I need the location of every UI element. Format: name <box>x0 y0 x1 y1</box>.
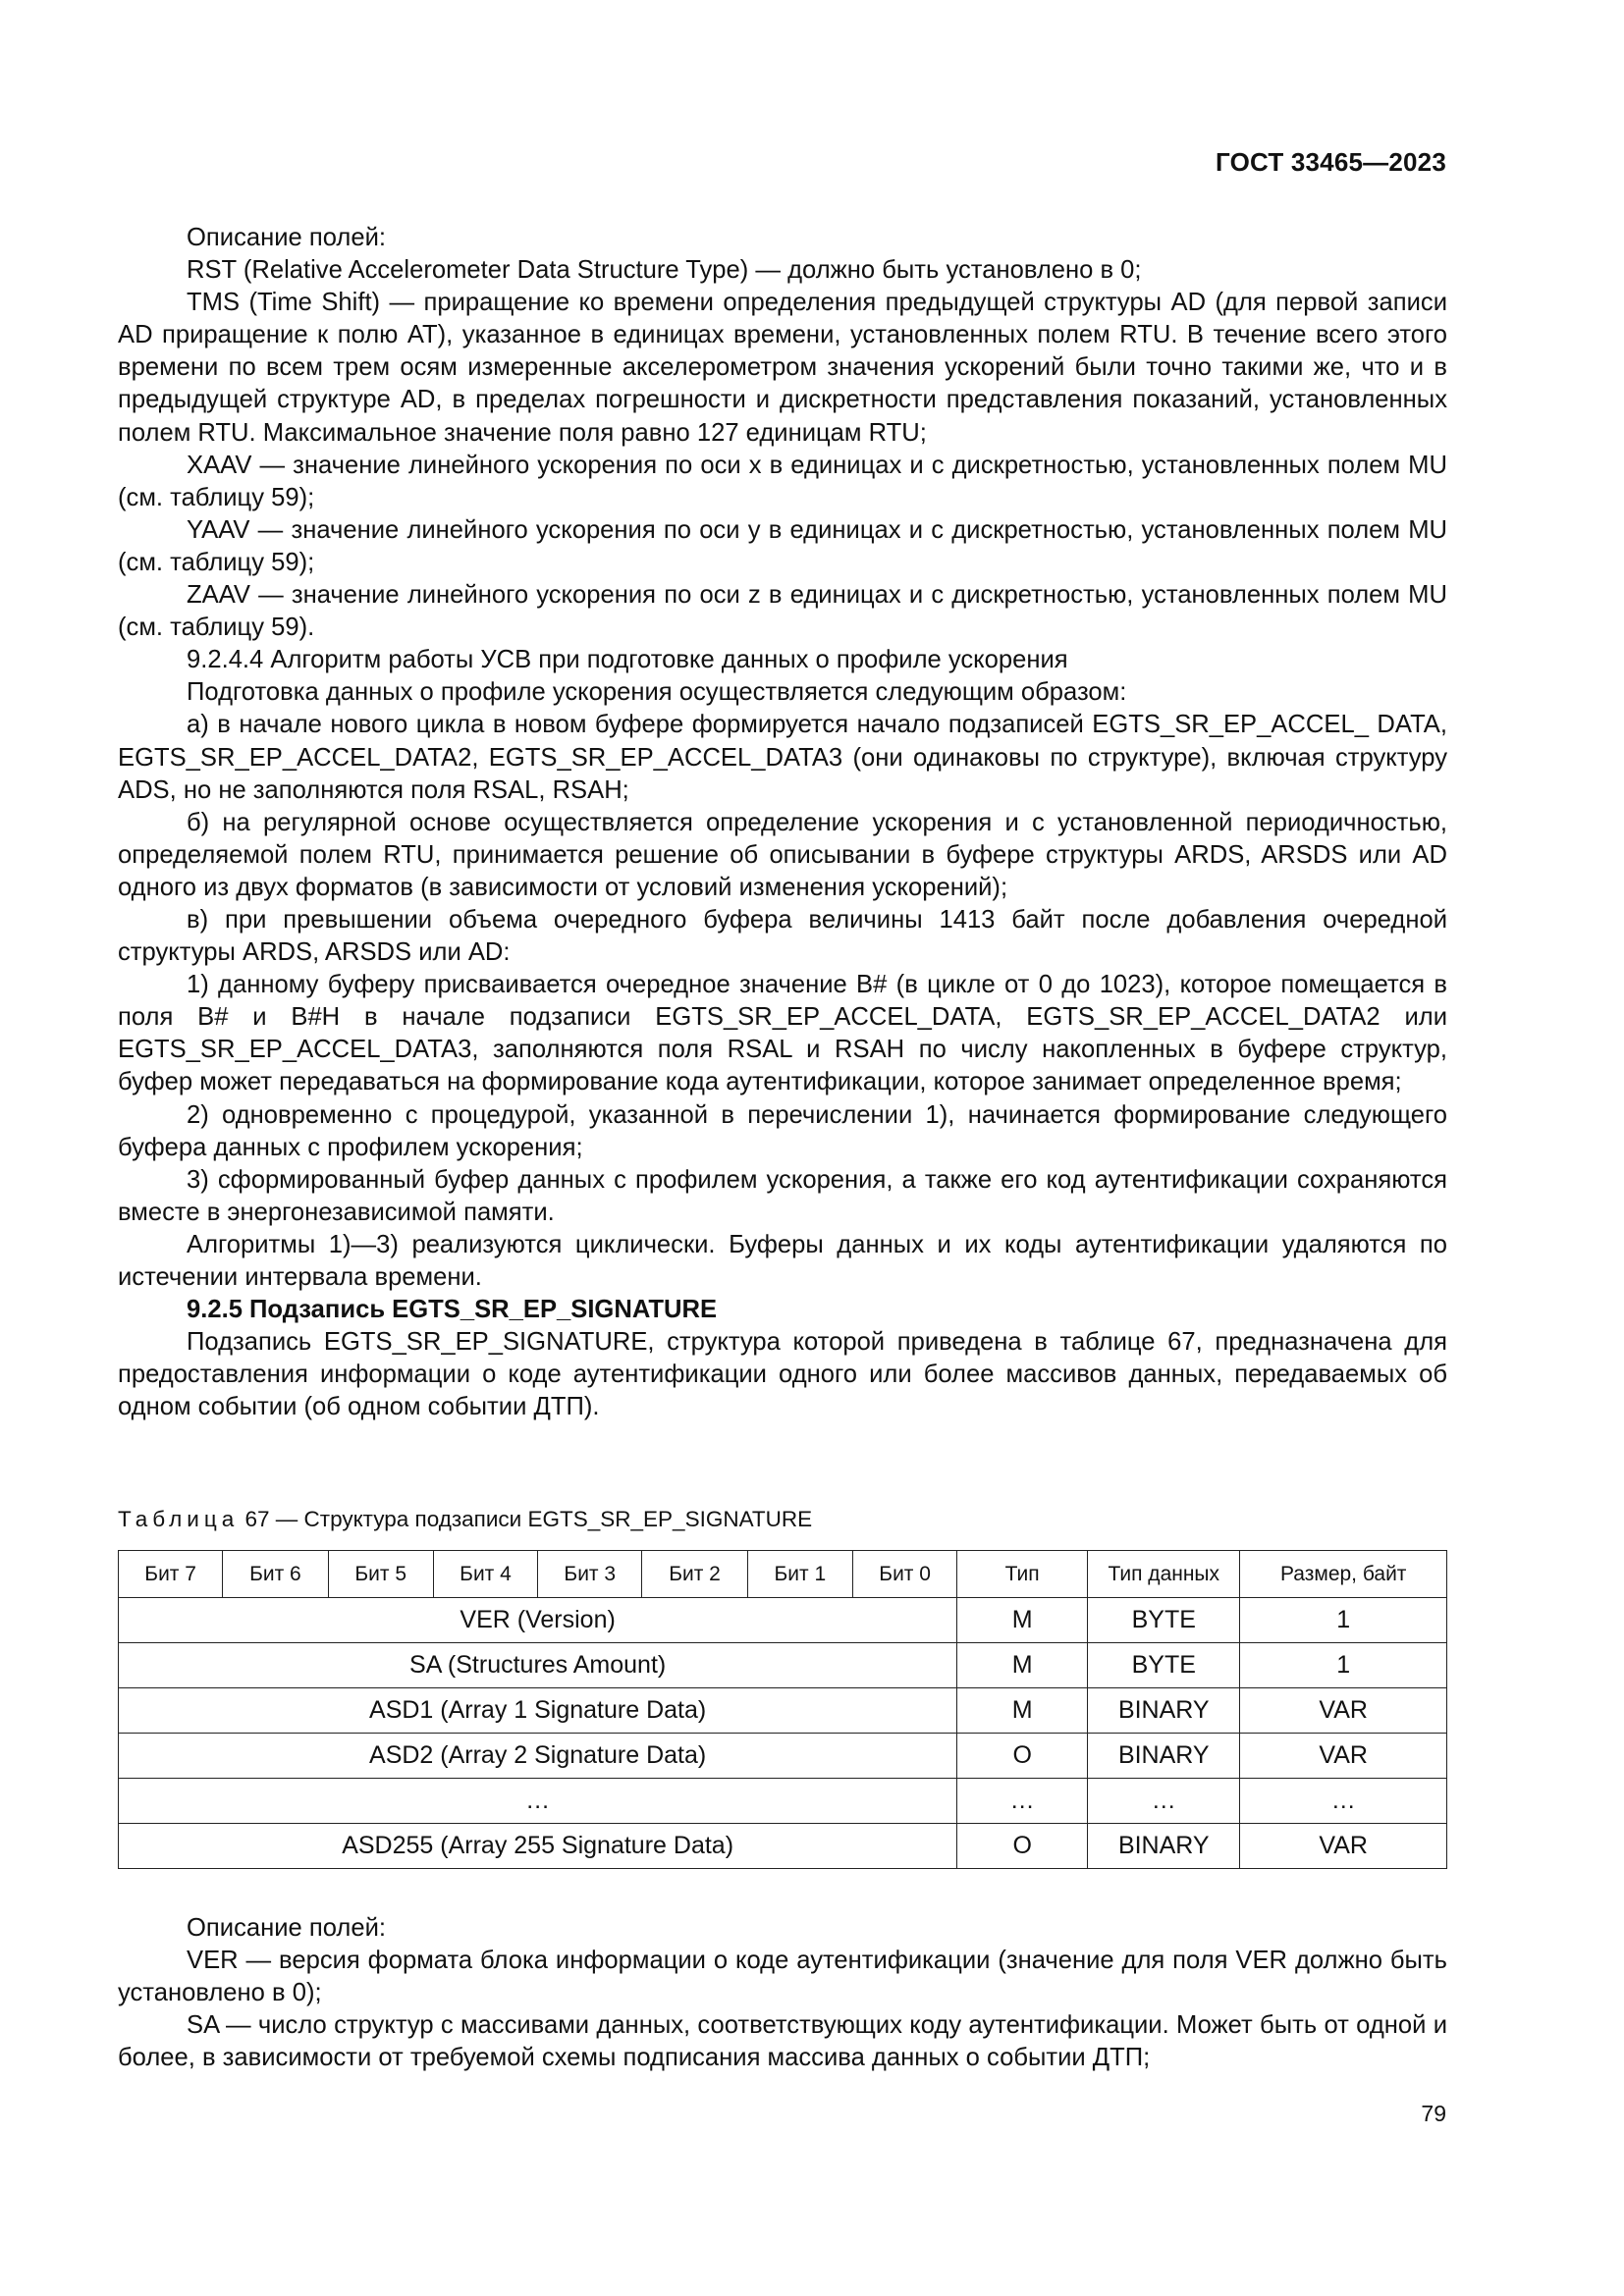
field-zaav: ZAAV — значение линейного ускорения по оси z в единицах и с дискретностью, установленных полем MU (см. таблицу 59). <box>118 581 1447 642</box>
cell-data-type: BINARY <box>1088 1688 1240 1734</box>
table-row <box>119 1598 1447 1643</box>
list-item-b: б) на регулярной основе осуществляется определение ускорения и с установленной периодичностью, определяемой полем RTU, принимается решение об описывании в буфере структуры ARDS, ARSDS или AD одного из двух форматов (в зависимости от условий изменения ускорений); <box>118 808 1447 901</box>
cell-field: … <box>119 1779 957 1824</box>
field-sa: SA — число структур с массивами данных, соответствующих коду аутентификации. Может быть от одной и более, в зависимости от требуемой схемы подписания массива данных о событии ДТП; <box>118 2011 1447 2072</box>
cell-type: M <box>957 1688 1088 1734</box>
cell-data-type: BINARY <box>1088 1824 1240 1869</box>
cell-field: VER (Version) <box>119 1598 957 1643</box>
field-tms: TMS (Time Shift) — приращение ко времени определения предыдущей структуры AD (для первой записи AD приращение к полю AT), указанное в единицах времени, установленных полем RTU. В течение всего этого времени по всем трем осям измеренные акселерометром значения ускорений были точно такими же, что и в предыдущей структуре AD, в пределах погрешности и дискретности представления показаний, установленных полем RTU. Максимальное значение поля равно 127 единицам RTU; <box>118 289 1447 447</box>
fields-intro-2: Описание полей: <box>187 1914 386 1942</box>
header-bit2: Бит 2 <box>642 1551 747 1598</box>
header-bit3: Бит 3 <box>538 1551 642 1598</box>
cell-size: VAR <box>1240 1824 1447 1869</box>
cell-field: ASD1 (Array 1 Signature Data) <box>119 1688 957 1734</box>
cyclic-note: Алгоритмы 1)—3) реализуются циклически. Буферы данных и их коды аутентификации удаляются по истечении интервала времени. <box>118 1230 1447 1291</box>
algorithm-title: 9.2.4.4 Алгоритм работы УСВ при подготовке данных о профиле ускорения <box>187 646 1068 674</box>
cell-data-type: BYTE <box>1088 1598 1240 1643</box>
field-xaav: XAAV — значение линейного ускорения по оси x в единицах и с дискретностью, установленных полем MU (см. таблицу 59); <box>118 451 1447 511</box>
cell-data-type: BINARY <box>1088 1734 1240 1779</box>
header-bit6: Бит 6 <box>223 1551 328 1598</box>
cell-type: … <box>957 1779 1088 1824</box>
table-header-row <box>119 1551 1447 1598</box>
field-rst: RST (Relative Accelerometer Data Structure Type) — должно быть установлено в 0; <box>187 256 1142 285</box>
header-bit0: Бит 0 <box>852 1551 956 1598</box>
cell-field: SA (Structures Amount) <box>119 1643 957 1688</box>
algorithm-intro: Подготовка данных о профиле ускорения осуществляется следующим образом: <box>187 678 1127 707</box>
cell-size: 1 <box>1240 1598 1447 1643</box>
cell-type: O <box>957 1824 1088 1869</box>
sub-item-2: 2) одновременно с процедурой, указанной в перечислении 1), начинается формирование следующего буфера данных с профилем ускорения; <box>118 1100 1447 1161</box>
signature-structure-table <box>118 1550 1447 1869</box>
cell-size: … <box>1240 1779 1447 1824</box>
cell-data-type: BYTE <box>1088 1643 1240 1688</box>
header-size: Размер, байт <box>1240 1551 1447 1598</box>
table-row <box>119 1643 1447 1688</box>
table-caption <box>118 1507 812 1532</box>
cell-field: ASD2 (Array 2 Signature Data) <box>119 1734 957 1779</box>
field-ver: VER — версия формата блока информации о коде аутентификации (значение для поля VER должно быть установлено в 0); <box>118 1947 1447 2007</box>
cell-data-type: … <box>1088 1779 1240 1824</box>
page-number: 79 <box>1421 2101 1446 2126</box>
table-caption-word: Таблица <box>118 1507 240 1531</box>
cell-type: M <box>957 1643 1088 1688</box>
header-data-type: Тип данных <box>1088 1551 1240 1598</box>
field-yaav: YAAV — значение линейного ускорения по оси y в единицах и с дискретностью, установленных полем MU (см. таблицу 59); <box>118 515 1447 576</box>
header-bit4: Бит 4 <box>433 1551 537 1598</box>
table-row <box>119 1779 1447 1824</box>
cell-size: 1 <box>1240 1643 1447 1688</box>
list-item-a: а) в начале нового цикла в новом буфере формируется начало подзаписей EGTS_SR_EP_ACCEL_ DATA, EGTS_SR_EP_ACCEL_DATA2, EGTS_SR_EP_ACCEL_DATA3 (они одинаковы по структуре), включая структуру ADS, но не заполняются поля RSAL, RSAH; <box>118 711 1447 804</box>
fields-description-2 <box>118 1912 1447 2074</box>
table-caption-title: 67 — Структура подзаписи EGTS_SR_EP_SIGNATURE <box>239 1507 813 1531</box>
cell-type: M <box>957 1598 1088 1643</box>
header-bit7: Бит 7 <box>119 1551 223 1598</box>
cell-size: VAR <box>1240 1734 1447 1779</box>
list-item-v: в) при превышении объема очередного буфера величины 1413 байт после добавления очередной структуры ARDS, ARSDS или AD: <box>118 905 1447 967</box>
subsection-heading: 9.2.5 Подзапись EGTS_SR_EP_SIGNATURE <box>187 1296 718 1324</box>
standard-header: ГОСТ 33465—2023 <box>1216 147 1446 177</box>
sub-item-1: 1) данному буферу присваивается очередное значение B# (в цикле от 0 до 1023), которое помещается в поля B# и B#H в начале подзаписи EGTS_SR_EP_ACCEL_DATA, EGTS_SR_EP_ACCEL_DATA2 или EGTS_SR_EP_ACCEL_DATA3, заполняются поля RSAL и RSAH по числу накопленных в буфере структур, буфер может передаваться на формирование кода аутентификации, которое занимает определенное время; <box>118 971 1447 1096</box>
cell-size: VAR <box>1240 1688 1447 1734</box>
header-type: Тип <box>957 1551 1088 1598</box>
fields-intro: Описание полей: <box>187 224 386 251</box>
table-row <box>119 1824 1447 1869</box>
table-row <box>119 1734 1447 1779</box>
cell-field: ASD255 (Array 255 Signature Data) <box>119 1824 957 1869</box>
table-row <box>119 1688 1447 1734</box>
header-bit5: Бит 5 <box>328 1551 433 1598</box>
sub-item-3: 3) сформированный буфер данных с профилем ускорения, а также его код аутентификации сохраняются вместе в энергонезависимой памяти. <box>118 1165 1447 1226</box>
cell-type: O <box>957 1734 1088 1779</box>
subsection-text: Подзапись EGTS_SR_EP_SIGNATURE, структура которой приведена в таблице 67, предназначена для предоставления информации о коде аутентификации одного или более массивов данных, передаваемых об одном событии (об одном событии ДТП). <box>118 1328 1447 1421</box>
body-text <box>118 222 1447 1423</box>
header-bit1: Бит 1 <box>747 1551 852 1598</box>
